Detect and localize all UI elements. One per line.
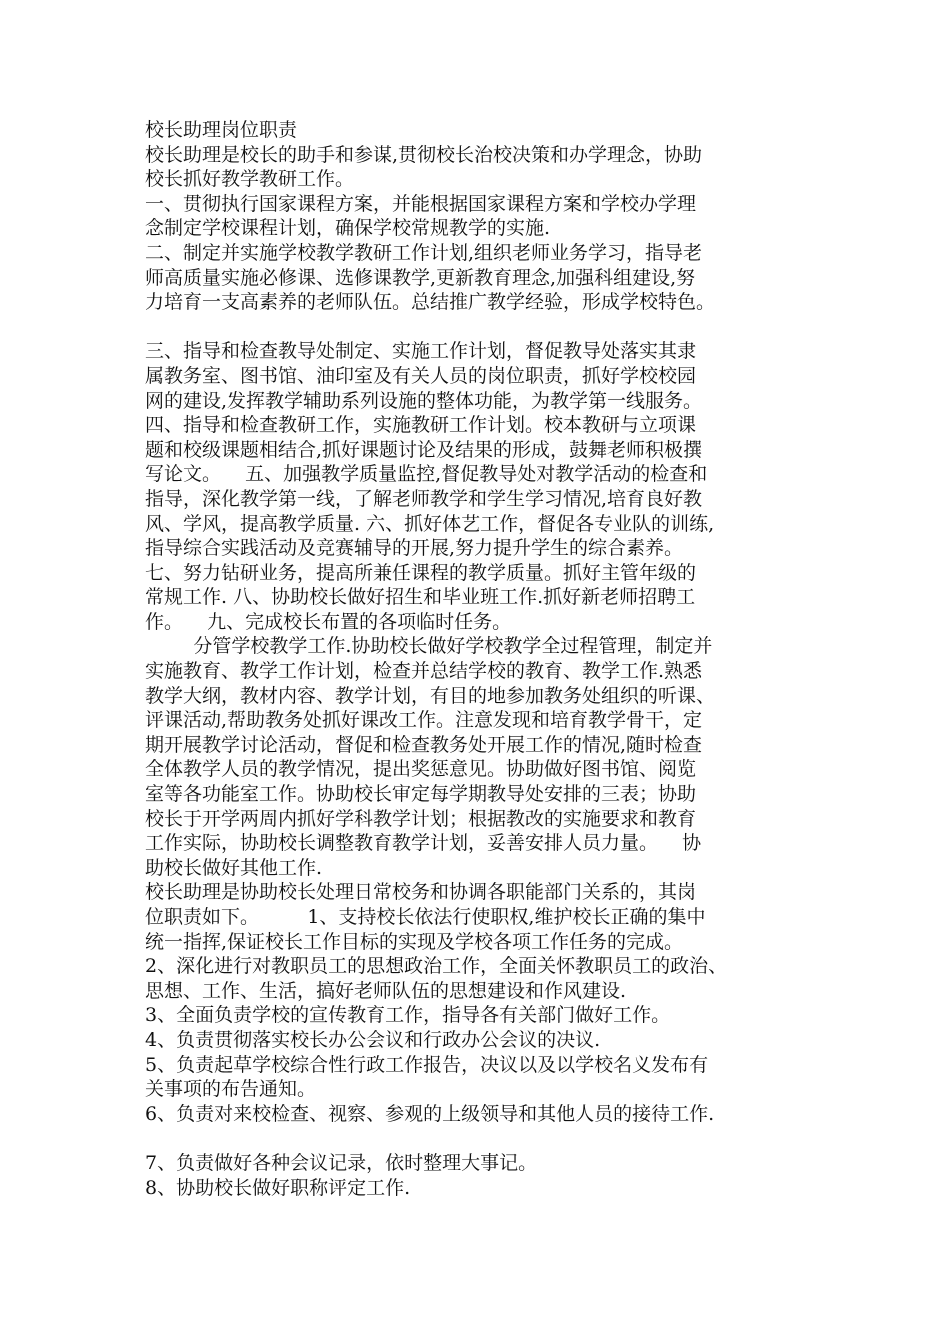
body-line: 七、努力钻研业务，提高所兼任课程的教学质量。抓好主管年级的 <box>145 561 697 584</box>
body-line: 分管学校教学工作.协助校长做好学校教学全过程管理，制定并 <box>145 635 713 658</box>
body-line: 写论文。 五、加强教学质量监控,督促教导处对教学活动的检查和 <box>145 463 708 486</box>
body-line: 指导，深化教学第一线，了解老师教学和学生学习情况,培育良好教 <box>145 487 703 510</box>
body-line: 6、负责对来校检查、视察、参观的上级领导和其他人员的接待工作. <box>145 1102 715 1125</box>
body-line: 指导综合实践活动及竞赛辅导的开展,努力提升学生的综合素养。 <box>145 537 684 560</box>
body-line: 位职责如下。 1、支持校长依法行使职权,维护校长正确的集中 <box>145 906 706 928</box>
body-line: 四、指导和检查教研工作，实施教研工作计划。校本教研与立项课 <box>145 414 697 437</box>
document-body <box>145 118 825 1200</box>
body-line: 力培育一支高素养的老师队伍。总结推广教学经验，形成学校特色。 <box>145 291 716 314</box>
body-line: 题和校级课题相结合,抓好课题讨论及结果的形成，鼓舞老师积极撰 <box>145 438 703 461</box>
blank-line <box>145 1126 825 1151</box>
body-line: 教学大纲，教材内容、教学计划，有目的地参加教务处组织的听课、 <box>145 684 716 707</box>
body-line: 常规工作. 八、协助校长做好招生和毕业班工作.抓好新老师招聘工 <box>145 586 696 609</box>
body-line: 8、协助校长做好职称评定工作. <box>145 1176 411 1199</box>
body-line: 二、制定并实施学校教学教研工作计划,组织老师业务学习，指导老 <box>145 241 703 264</box>
body-line: 评课活动,帮助教务处抓好课改工作。注意发现和培育教学骨干，定 <box>145 709 703 732</box>
body-line: 5、负责起草学校综合性行政工作报告，决议以及以学校名义发布有 <box>145 1053 709 1076</box>
body-line: 网的建设,发挥教学辅助系列设施的整体功能，为教学第一线服务。 <box>145 389 703 412</box>
body-line: 校长抓好教学教研工作。 <box>145 168 355 191</box>
body-line: 风、学风，提高教学质量. 六、抓好体艺工作，督促各专业队的训练, <box>145 512 715 535</box>
body-line: 三、指导和检查教导处制定、实施工作计划，督促教导处落实其隶 <box>145 340 697 363</box>
body-line: 室等各功能室工作。协助校长审定每学期教导处安排的三表；协助 <box>145 783 697 806</box>
body-line: 全体教学人员的教学情况，提出奖惩意见。协助做好图书馆、阅览 <box>145 758 697 781</box>
body-line: 期开展教学讨论活动，督促和检查教务处开展工作的情况,随时检查 <box>145 733 703 756</box>
body-line: 实施教育、教学工作计划，检查并总结学校的教育、教学工作.熟悉 <box>145 660 703 683</box>
body-line: 校长于开学两周内抓好学科教学计划；根据教改的实施要求和教育 <box>145 807 697 830</box>
body-line: 校长助理是校长的助手和参谋,贯彻校长治校决策和办学理念，协助 <box>145 143 703 166</box>
body-line: 助校长做好其他工作. <box>145 856 323 879</box>
body-line: 师高质量实施必修课、选修课教学,更新教育理念,加强科组建设,努 <box>145 266 696 289</box>
document-title: 校长助理岗位职责 <box>145 119 298 141</box>
body-line: 属教务室、图书馆、油印室及有关人员的岗位职责，抓好学校校园 <box>145 364 697 387</box>
body-line: 7、负责做好各种会议记录，依时整理大事记。 <box>145 1151 538 1174</box>
body-line: 工作实际，协助校长调整教育教学计划，妥善安排人员力量。 协 <box>145 832 702 855</box>
body-line: 作。 九、完成校长布置的各项临时任务。 <box>145 610 512 633</box>
body-line: 校长助理是协助校长处理日常校务和协调各职能部门关系的，其岗 <box>145 881 697 904</box>
body-line: 统一指挥,保证校长工作目标的实现及学校各项工作任务的完成。 <box>145 930 684 953</box>
body-line: 3、全面负责学校的宣传教育工作，指导各有关部门做好工作。 <box>145 1004 671 1027</box>
body-line: 4、负责贯彻落实校长办公会议和行政办公会议的决议. <box>145 1028 601 1051</box>
body-line: 关事项的布告通知。 <box>145 1078 317 1101</box>
body-line: 2、深化进行对教职员工的思想政治工作，全面关怀教职员工的政治、 <box>145 955 728 978</box>
blank-line <box>145 315 825 340</box>
body-line: 念制定学校课程计划，确保学校常规教学的实施. <box>145 217 551 240</box>
body-line: 一、贯彻执行国家课程方案，并能根据国家课程方案和学校办学理 <box>145 192 697 215</box>
body-line: 思想、工作、生活，搞好老师队伍的思想建设和作风建设. <box>145 979 627 1002</box>
